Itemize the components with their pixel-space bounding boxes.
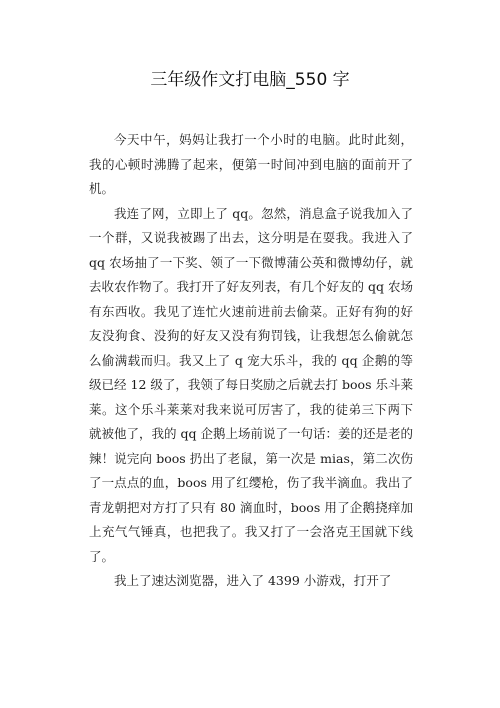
essay-body [89, 128, 413, 594]
essay-paragraph-2: 我连了网，立即上了 qq。忽然，消息盒子说我加入了一个群，又说我被踢了出去，这分明是在耍我。我进入了 qq 农场抽了一下奖、领了一下微博蒲公英和微博幼仔，就去收农作物了。我打开了好友列表，有几个好友的 qq 农场有东西收。我见了连忙火速前进前去偷菜。正好有狗的好友没狗食、没狗的好友又没有狗罚钱，让我想怎么偷就怎么偷满载而归。我又上了 q 宠大乐斗，我的 qq 企鹅的等级已经 12 级了，我领了每日奖励之后就去打 boos 乐斗莱莱。这个乐斗莱莱对我来说可厉害了，我的徒弟三下两下就被他了，我的 qq 企鹅上场前说了一句话：姜的还是老的辣！说完向 boos 扔出了老鼠，第一次是 mias，第二次伤了一点点的血，boos 用了红缨枪，伤了我半滴血。我出了青龙朝把对方打了只有 80 滴血时，boos 用了企鹅挠痒加上充气气锤真，也把我了。我又打了一会洛克王国就下线了。 [89, 205, 413, 564]
essay-title: 三年级作文打电脑_550 字 [150, 70, 350, 90]
essay-paragraph-1: 今天中午，妈妈让我打一个小时的电脑。此时此刻，我的心顿时沸腾了起来，便第一时间冲到电脑的面前开了机。 [89, 132, 413, 196]
essay-paragraph-3: 我上了速达浏览器，进入了 4399 小游戏，打开了 [114, 573, 392, 588]
